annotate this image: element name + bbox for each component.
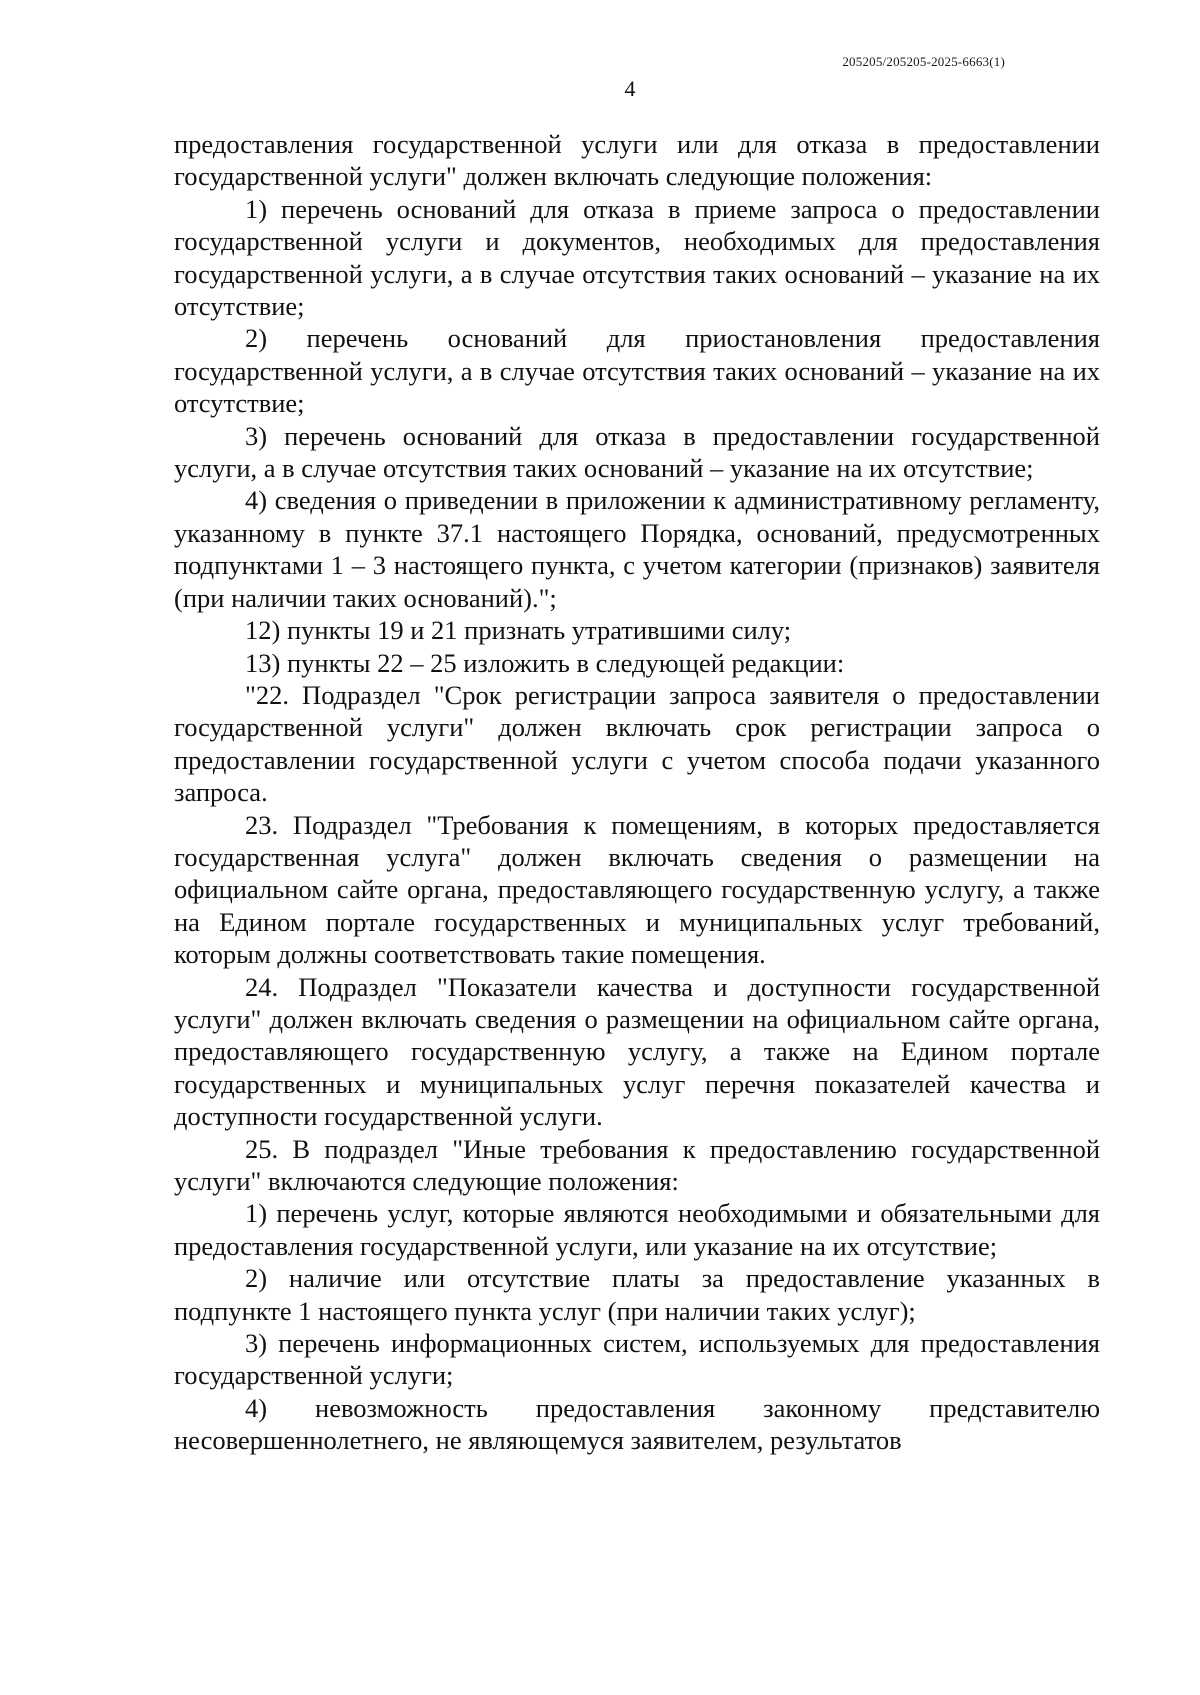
paragraph: 1) перечень услуг, которые являются необходимыми и обязательными для предоставления государственной услуги, или указание на их отсутствие; — [174, 1198, 1100, 1261]
paragraph: 3) перечень оснований для отказа в предоставлении государственной услуги, а в случае отсутствия таких оснований – указание на их отсутствие; — [174, 420, 1100, 484]
paragraph: предоставления государственной услуги или для отказа в предоставлении государственной услуги" должен включать следующие положения: — [174, 129, 1100, 192]
paragraph: 25. В подраздел "Иные требования к предоставлению государственной услуги" включаются следующие положения: — [174, 1133, 1100, 1196]
paragraph: 12) пункты 19 и 21 признать утратившими силу; — [245, 615, 792, 646]
document-body — [174, 128, 1100, 1457]
paragraph: 2) перечень оснований для приостановления предоставления государственной услуги, а в случае отсутствия таких оснований – указание на их отсутствие; — [174, 323, 1100, 419]
page-number: 4 — [624, 76, 636, 101]
paragraph: 13) пункты 22 – 25 изложить в следующей редакции: — [245, 647, 845, 678]
document-number: 205205/205205-2025-6663(1) — [842, 54, 1005, 69]
paragraph: 24. Подраздел "Показатели качества и доступности государственной услуги" должен включать сведения о размещении на официальном сайте органа, предоставляющего государственную услугу, а также на Едином портале государственных и муниципальных услуг перечня показателей качества и доступности государственной услуги. — [174, 971, 1100, 1132]
paragraph: 1) перечень оснований для отказа в приеме запроса о предоставлении государственной услуги и документов, необходимых для предоставления государственной услуги, а в случае отсутствия таких оснований – указание на их отсутствие; — [174, 193, 1100, 322]
paragraph: "22. Подраздел "Срок регистрации запроса заявителя о предоставлении государственной услуги" должен включать срок регистрации запроса о предоставлении государственной услуги с учетом способа подачи указанного запроса. — [174, 679, 1100, 808]
paragraph: 4) невозможность предоставления законному представителю несовершеннолетнего, не являющемуся заявителем, результатов — [174, 1392, 1100, 1456]
paragraph: 2) наличие или отсутствие платы за предоставление указанных в подпункте 1 настоящего пункта услуг (при наличии таких услуг); — [174, 1263, 1100, 1326]
paragraph: 3) перечень информационных систем, используемых для предоставления государственной услуги; — [174, 1328, 1100, 1391]
paragraph: 4) сведения о приведении в приложении к административному регламенту, указанному в пункте 37.1 настоящего Порядка, оснований, предусмотренных подпунктами 1 – 3 настоящего пункта, с учетом категории (признаков) заявителя (при наличии таких оснований)."; — [174, 485, 1100, 613]
paragraph: 23. Подраздел "Требования к помещениям, в которых предоставляется государственная услуга" должен включать сведения о размещении на официальном сайте органа, предоставляющего государственную услугу, а также на Едином портале государственных и муниципальных услуг требований, которым должны соответствовать такие помещения. — [174, 809, 1100, 970]
